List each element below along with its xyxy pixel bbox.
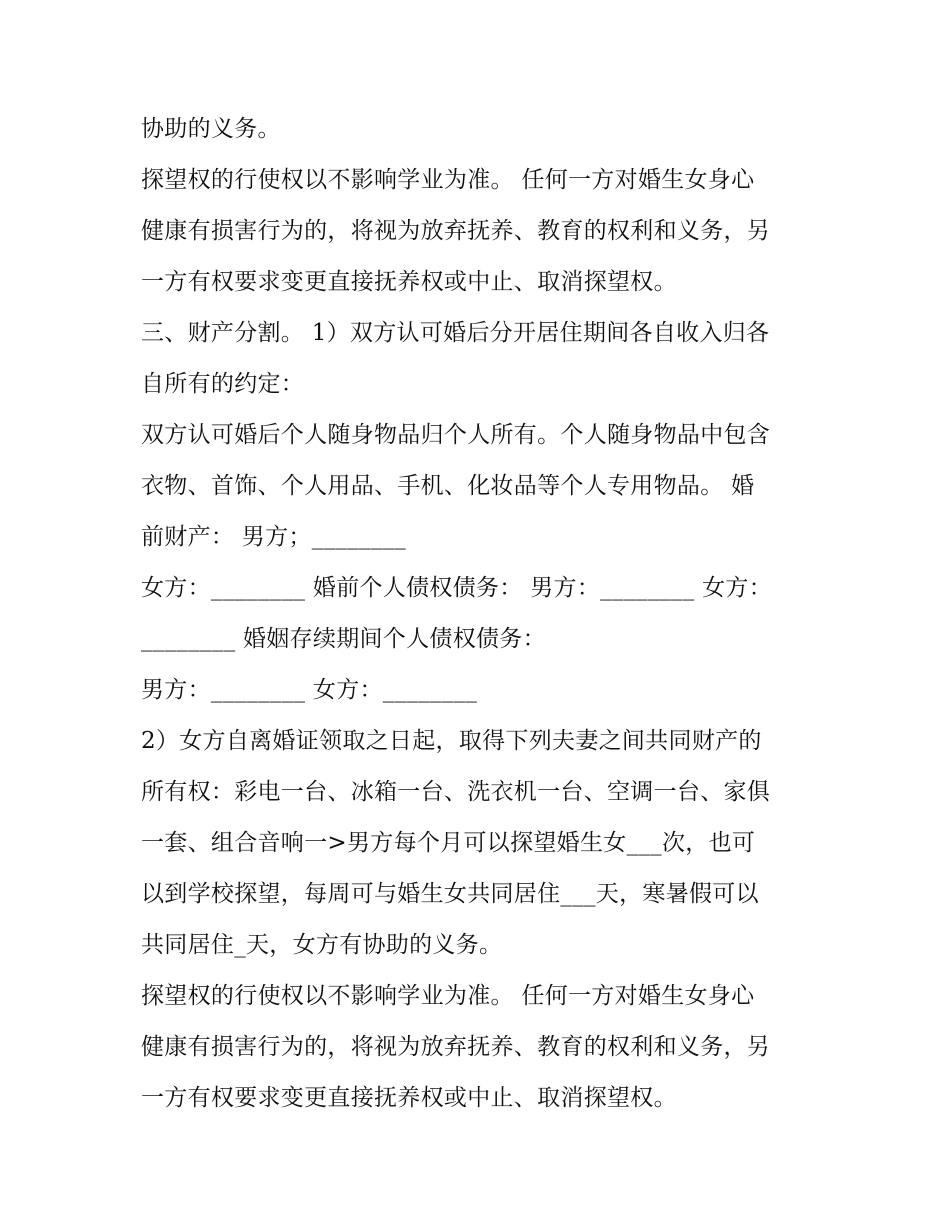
text-line: ________ 婚姻存续期间个人债权债务： — [141, 626, 546, 652]
text-line: 男方：________ 女方：________ — [141, 677, 478, 703]
text-line: 双方认可婚后个人随身物品归个人所有。个人随身物品中包含 — [141, 422, 771, 448]
text-line: 共同居住_天，女方有协助的义务。 — [141, 932, 503, 958]
text-line: 探望权的行使权以不影响学业为准。 任何一方对婚生女身心 — [141, 983, 755, 1009]
text-line: 健康有损害行为的，将视为放弃抚养、教育的权利和义务，另 — [141, 1034, 771, 1060]
text-line: 三、财产分割。 1）双方认可婚后分开居住期间各自收入归各 — [141, 320, 770, 346]
text-line: 自所有的约定： — [141, 371, 305, 397]
text-line: 以到学校探望，每周可与婚生女共同居住___天，寒暑假可以 — [141, 881, 759, 907]
text-line: 探望权的行使权以不影响学业为准。 任何一方对婚生女身心 — [141, 167, 755, 193]
text-line: 协助的义务。 — [141, 116, 281, 142]
text-line: 一套、组合音响一>男方每个月可以探望婚生女___次，也可 — [141, 830, 756, 856]
text-line: 衣物、首饰、个人用品、手机、化妆品等个人专用物品。 婚 — [141, 473, 755, 499]
text-line: 女方：________ 婚前个人债权债务： 男方：________ 女方： — [141, 575, 773, 601]
text-line: 所有权：彩电一台、冰箱一台、洗衣机一台、空调一台、家俱 — [141, 779, 771, 805]
text-line: 一方有权要求变更直接抚养权或中止、取消探望权。 — [141, 1085, 677, 1111]
text-line: 一方有权要求变更直接抚养权或中止、取消探望权。 — [141, 269, 677, 295]
text-line: 前财产： 男方；________ — [141, 524, 407, 550]
text-line: 健康有损害行为的，将视为放弃抚养、教育的权利和义务，另 — [141, 218, 771, 244]
text-line: 2）女方自离婚证领取之日起，取得下列夫妻之间共同财产的 — [141, 728, 762, 754]
